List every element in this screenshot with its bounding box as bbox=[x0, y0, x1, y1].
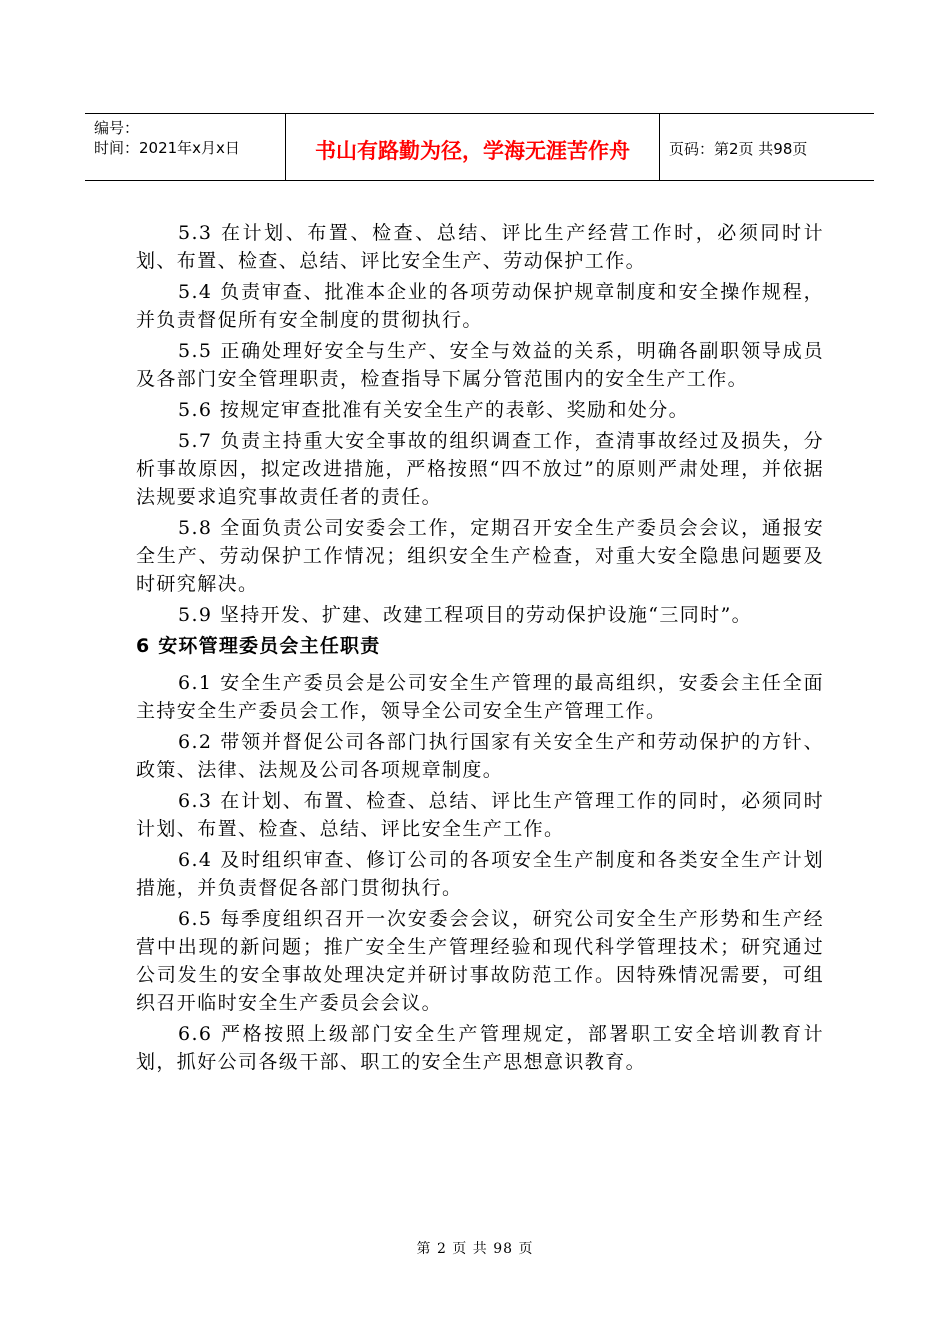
clause-5-6: 5.6 按规定审查批准有关安全生产的表彰、奖励和处分。 bbox=[178, 399, 690, 421]
clause-6-4: 6.4 及时组织审查、修订公司的各项安全生产制度和各类安全生产计划措施，并负责督促各部门贯彻执行。 bbox=[136, 849, 824, 899]
header-motto: 书山有路勤为径，学海无涯苦作舟 bbox=[286, 114, 660, 180]
clause-5-7: 5.7 负责主持重大安全事故的组织调查工作，查清事故经过及损失，分析事故原因，拟定改进措施，严格按照“四不放过”的原则严肃处理，并依据法规要求追究事故责任者的责任。 bbox=[136, 430, 824, 508]
header-page-number: 页码：第2页 共98页 bbox=[669, 139, 808, 158]
clause-6-2: 6.2 带领并督促公司各部门执行国家有关安全生产和劳动保护的方针、政策、法律、法规及公司各项规章制度。 bbox=[136, 731, 824, 781]
clause-5-4: 5.4 负责审查、批准本企业的各项劳动保护规章制度和安全操作规程，并负责督促所有安全制度的贯彻执行。 bbox=[136, 281, 824, 331]
clause-5-5: 5.5 正确处理好安全与生产、安全与效益的关系，明确各副职领导成员及各部门安全管理职责，检查指导下属分管范围内的安全生产工作。 bbox=[136, 340, 824, 390]
clause-6-3: 6.3 在计划、布置、检查、总结、评比生产管理工作的同时，必须同时计划、布置、检查、总结、评比安全生产工作。 bbox=[136, 790, 824, 840]
clause-5-3: 5.3 在计划、布置、检查、总结、评比生产经营工作时，必须同时计划、布置、检查、总结、评比安全生产、劳动保护工作。 bbox=[136, 222, 824, 272]
clause-6-5: 6.5 每季度组织召开一次安委会会议，研究公司安全生产形势和生产经营中出现的新问题；推广安全生产管理经验和现代科学管理技术；研究通过公司发生的安全事故处理决定并研讨事故防范工作。因特殊情况需要，可组织召开临时安全生产委员会会议。 bbox=[136, 908, 824, 1014]
section-5-continued bbox=[136, 219, 824, 629]
section-6 bbox=[136, 632, 824, 1076]
clause-6-1: 6.1 安全生产委员会是公司安全生产管理的最高组织，安委会主任全面主持安全生产委员会工作，领导全公司安全生产管理工作。 bbox=[136, 672, 824, 722]
document-time-label: 时间：2021年x月x日 bbox=[94, 139, 240, 157]
document-body bbox=[136, 219, 824, 1079]
page-header bbox=[85, 113, 874, 181]
clause-5-9: 5.9 坚持开发、扩建、改建工程项目的劳动保护设施“三同时”。 bbox=[178, 604, 753, 626]
header-meta bbox=[85, 114, 286, 180]
document-number-label: 编号： bbox=[94, 119, 140, 137]
section-6-heading: 6 安环管理委员会主任职责 bbox=[136, 635, 381, 657]
page-footer: 第 2 页 共 98 页 bbox=[416, 1241, 534, 1257]
clause-6-6: 6.6 严格按照上级部门安全生产管理规定，部署职工安全培训教育计划，抓好公司各级干部、职工的安全生产思想意识教育。 bbox=[136, 1023, 824, 1073]
clause-5-8: 5.8 全面负责公司安委会工作，定期召开安全生产委员会会议，通报安全生产、劳动保护工作情况；组织安全生产检查，对重大安全隐患问题要及时研究解决。 bbox=[136, 517, 824, 595]
